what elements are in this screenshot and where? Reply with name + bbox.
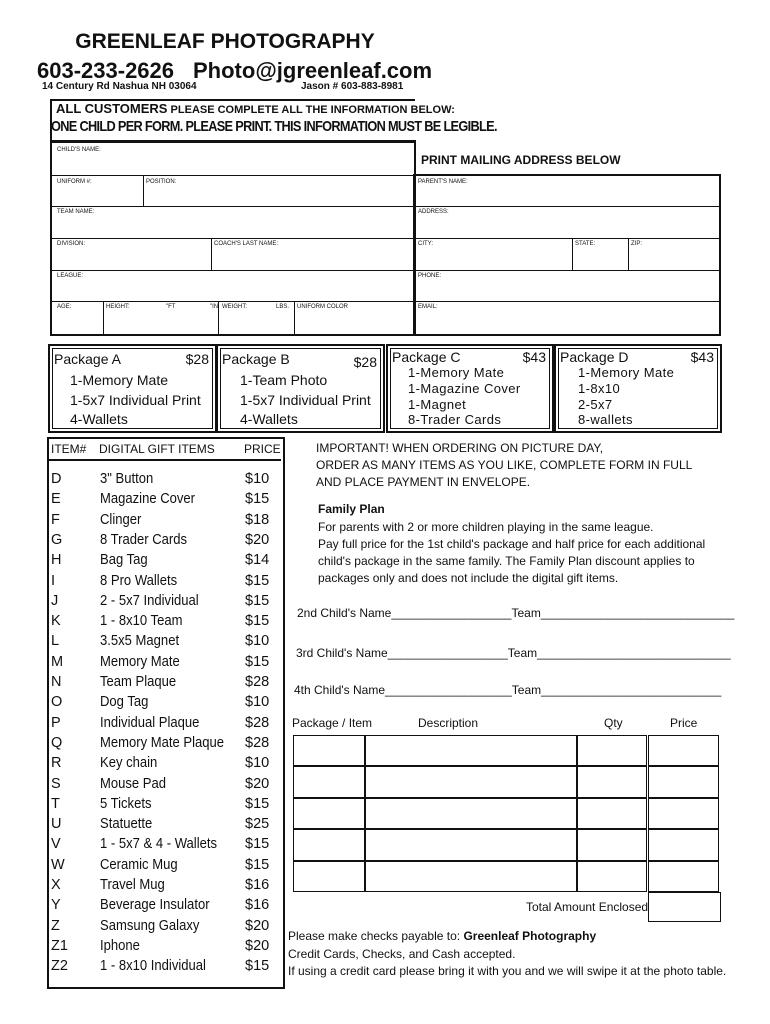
item-code: M (51, 653, 64, 670)
email-field[interactable]: EMAIL: (418, 304, 438, 310)
contact-phone: Jason # 603-883-8981 (301, 81, 404, 92)
package-c-line: 1-Magnet (408, 397, 467, 412)
item-name: Ceramic Mug (100, 856, 178, 873)
item-code: D (51, 471, 62, 487)
item-price: $20 (245, 937, 270, 954)
item-code: Z1 (51, 937, 68, 954)
item-code: F (51, 511, 60, 528)
division-field[interactable]: DIVISION: (57, 241, 86, 247)
item-price: $15 (245, 958, 270, 975)
item-code: K (51, 613, 61, 630)
package-a-name: Package A (54, 351, 121, 367)
package-a-line: 1-Memory Mate (70, 372, 169, 388)
order-cell[interactable] (293, 829, 365, 860)
item-price: $28 (245, 714, 270, 731)
notice-line-1: ALL CUSTOMERS PLEASE COMPLETE ALL THE INFORMATION BELOW: (56, 101, 455, 116)
uniform-color-field[interactable]: UNIFORM COLOR (297, 304, 348, 310)
state-field[interactable]: STATE: (575, 241, 596, 247)
height-in-label: "IN (210, 304, 219, 310)
company-phone: 603-233-2626 (37, 58, 175, 83)
item-name: Travel Mug (100, 877, 165, 893)
league-field[interactable]: LEAGUE: (57, 273, 84, 279)
item-code: O (51, 694, 63, 711)
order-cell[interactable] (365, 798, 577, 829)
package-a-line: 1-5x7 Individual Print (70, 392, 201, 408)
childs-name-field[interactable]: CHILD'S NAME: (57, 147, 101, 153)
digital-items-header: DIGITAL GIFT ITEMS (99, 442, 215, 456)
package-c-line: 8-Trader Cards (408, 412, 502, 427)
item-name: Mouse Pad (100, 775, 167, 792)
company-email: Photo@jgreenleaf.com (193, 58, 433, 83)
item-name: 8 Pro Wallets (100, 572, 178, 589)
item-price: $20 (245, 917, 270, 934)
weight-field[interactable]: WEIGHT: (222, 304, 247, 310)
phone-field[interactable]: PHONE: (418, 273, 442, 279)
order-cell[interactable] (365, 829, 577, 860)
item-code: W (51, 856, 65, 873)
package-a-price: $28 (185, 351, 209, 367)
order-cell[interactable] (577, 766, 647, 797)
weight-lbs-label: LBS. (276, 304, 290, 310)
item-price: $28 (245, 734, 270, 751)
height-ft-label: "FT (166, 304, 176, 310)
package-c[interactable] (386, 344, 554, 433)
family-plan-line: Pay full price for the 1st child's package and half price for each additional (318, 537, 706, 551)
important-line-3: AND PLACE PAYMENT IN ENVELOPE. (316, 475, 531, 489)
second-child-line[interactable]: 2nd Child's Name__________________Team_____________________________ (297, 606, 735, 620)
uniform-number-field[interactable]: UNIFORM #: (57, 179, 92, 185)
zip-field[interactable]: ZIP: (631, 241, 643, 247)
item-name: 2 - 5x7 Individual (100, 592, 199, 609)
item-price: $28 (245, 674, 270, 690)
package-b-price: $28 (353, 354, 377, 370)
item-name: 3" Button (100, 471, 154, 487)
item-name: Magazine Cover (100, 491, 196, 508)
item-code: V (51, 836, 61, 853)
item-price: $16 (245, 877, 270, 893)
item-code: S (51, 775, 61, 792)
payment-line-3: If using a credit card please bring it with you and we will swipe it at the photo table. (288, 964, 727, 978)
item-name: Dog Tag (100, 694, 149, 711)
item-code: G (51, 531, 63, 548)
item-code: T (51, 795, 60, 812)
order-cell[interactable] (648, 766, 719, 797)
package-c-line: 1-Memory Mate (408, 365, 505, 380)
package-d-price: $43 (690, 349, 714, 365)
order-table[interactable] (293, 735, 719, 892)
package-a-line: 4-Wallets (70, 411, 128, 427)
important-line-1: IMPORTANT! WHEN ORDERING ON PICTURE DAY, (316, 441, 604, 455)
item-price: $10 (245, 755, 270, 772)
package-d-line: 1-Memory Mate (578, 365, 675, 380)
package-b-name: Package B (222, 351, 290, 367)
item-code: P (51, 714, 61, 731)
family-plan-title: Family Plan (318, 502, 385, 516)
item-name: 3.5x5 Magnet (100, 633, 180, 650)
item-code: J (51, 592, 59, 609)
item-price: $15 (245, 613, 270, 630)
description-header: Description (418, 716, 479, 730)
item-name: Iphone (100, 937, 140, 954)
package-c-price: $43 (522, 349, 546, 365)
package-c-name: Package C (392, 349, 461, 365)
item-code: E (51, 491, 61, 508)
order-cell[interactable] (577, 829, 647, 860)
item-price: $18 (245, 511, 270, 528)
package-c-line: 1-Magazine Cover (408, 381, 521, 396)
position-field[interactable]: POSITION: (146, 179, 177, 185)
package-b-line: 4-Wallets (240, 411, 298, 427)
item-code: Z2 (51, 958, 68, 975)
item-name: 1 - 8x10 Individual (100, 958, 206, 975)
payment-line-1: Please make checks payable to: Greenleaf Photography (288, 929, 597, 943)
item-price: $10 (245, 633, 270, 650)
fourth-child-line[interactable]: 4th Child's Name___________________Team___________________________ (294, 683, 722, 697)
item-name: 8 Trader Cards (100, 531, 188, 548)
item-name: Beverage Insulator (100, 897, 210, 914)
payment-line-2: Credit Cards, Checks, and Cash accepted. (288, 947, 516, 961)
order-cell[interactable] (648, 861, 719, 892)
qty-header: Qty (604, 716, 623, 730)
order-cell[interactable] (293, 735, 365, 766)
order-cell[interactable] (365, 766, 577, 797)
mailing-heading: PRINT MAILING ADDRESS BELOW (421, 153, 621, 167)
item-code: Q (51, 734, 63, 751)
item-price: $15 (245, 592, 270, 609)
item-price: $10 (245, 471, 270, 487)
package-item-header: Package / Item (292, 716, 373, 730)
item-name: Memory Mate Plaque (100, 734, 225, 751)
order-cell[interactable] (293, 766, 365, 797)
package-b-line: 1-Team Photo (240, 372, 328, 388)
package-d-line: 1-8x10 (578, 381, 621, 396)
order-cell[interactable] (577, 735, 647, 766)
package-d-line: 2-5x7 (578, 397, 613, 412)
item-price: $10 (245, 694, 270, 711)
third-child-line[interactable]: 3rd Child's Name__________________Team_____________________________ (296, 646, 731, 660)
order-cell[interactable] (365, 735, 577, 766)
item-code: H (51, 552, 62, 569)
company-address: 14 Century Rd Nashua NH 03064 (42, 81, 197, 92)
city-field[interactable]: CITY: (418, 241, 434, 247)
item-price: $16 (245, 897, 270, 914)
item-price: $14 (245, 552, 270, 569)
company-title: GREENLEAF PHOTOGRAPHY (75, 30, 375, 53)
order-cell[interactable] (648, 829, 719, 860)
item-code: R (51, 755, 62, 772)
price-header: PRICE (244, 442, 281, 456)
coach-last-name-field[interactable]: COACH'S LAST NAME: (214, 241, 279, 247)
item-code: U (51, 816, 62, 833)
item-price: $20 (245, 531, 270, 548)
item-code: L (51, 633, 60, 650)
item-price: $15 (245, 856, 270, 873)
package-d-name: Package D (560, 349, 629, 365)
package-a[interactable] (48, 344, 217, 433)
item-price: $15 (245, 795, 270, 812)
total-amount-box[interactable] (648, 892, 721, 922)
total-label: Total Amount Enclosed (526, 900, 649, 914)
item-name: Key chain (100, 755, 158, 772)
order-cell[interactable] (648, 798, 719, 829)
mailing-address-form (413, 174, 721, 336)
item-name: Statuette (100, 816, 153, 833)
item-name: 5 Tickets (100, 795, 152, 812)
family-plan-line: packages only and does not include the digital gift items. (318, 571, 619, 585)
child-info-form (50, 140, 416, 336)
family-plan-line: child's package in the same family. The Family Plan discount applies to (318, 554, 695, 568)
item-price: $15 (245, 572, 270, 589)
item-price: $15 (245, 491, 270, 508)
item-price: $15 (245, 836, 270, 853)
item-price: $20 (245, 775, 270, 792)
order-cell[interactable] (648, 735, 719, 766)
item-name: Individual Plaque (100, 714, 200, 731)
price-column-header: Price (670, 716, 698, 730)
order-cell[interactable] (365, 861, 577, 892)
package-b[interactable] (216, 344, 385, 433)
notice-line-2: ONE CHILD PER FORM. PLEASE PRINT. THIS INFORMATION MUST BE LEGIBLE. (51, 118, 497, 135)
item-code: N (51, 674, 62, 690)
item-code: X (51, 877, 61, 893)
age-field[interactable]: AGE: (57, 304, 72, 310)
item-name: 1 - 5x7 & 4 - Wallets (100, 836, 218, 853)
order-cell[interactable] (293, 798, 365, 829)
package-d[interactable] (554, 344, 722, 433)
order-cell[interactable] (293, 861, 365, 892)
item-code: I (51, 572, 56, 589)
item-name: Bag Tag (100, 552, 148, 569)
item-name: Memory Mate (100, 653, 180, 670)
parents-name-field[interactable]: PARENT'S NAME: (418, 179, 468, 185)
package-b-line: 1-5x7 Individual Print (240, 392, 371, 408)
item-number-header: ITEM# (51, 442, 87, 456)
family-plan-line: For parents with 2 or more children playing in the same league. (318, 520, 654, 534)
item-price: $15 (245, 653, 270, 670)
order-cell[interactable] (577, 861, 647, 892)
package-d-line: 8-wallets (578, 412, 633, 427)
item-code: Y (51, 897, 61, 914)
height-field[interactable]: HEIGHT: (106, 304, 130, 310)
address-field[interactable]: ADDRESS: (418, 209, 449, 215)
item-name: Team Plaque (100, 674, 177, 690)
team-name-field[interactable]: TEAM NAME: (57, 209, 95, 215)
item-name: Samsung Galaxy (100, 917, 200, 934)
item-name: 1 - 8x10 Team (100, 613, 183, 630)
item-code: Z (51, 917, 60, 934)
item-name: Clinger (100, 511, 142, 528)
important-line-2: ORDER AS MANY ITEMS AS YOU LIKE, COMPLETE FORM IN FULL (316, 458, 693, 472)
item-price: $25 (245, 816, 270, 833)
order-cell[interactable] (577, 798, 647, 829)
